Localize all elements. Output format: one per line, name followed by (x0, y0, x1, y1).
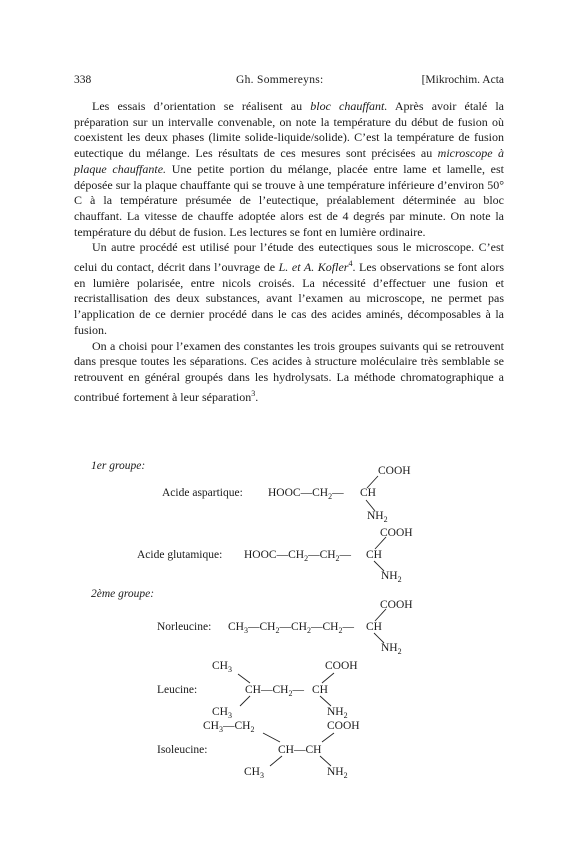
isoleucine-ethyl: $CH_3—CH_2$ (203, 720, 255, 734)
isoleucine-ethyl-ch3: CH (203, 720, 219, 732)
isoleucine-nh-text: NH (327, 766, 344, 778)
subscript: 3 (259, 771, 264, 780)
glutamic-cooh: COOH (380, 527, 413, 539)
leucine-ch3-top (212, 660, 232, 672)
isoleucine-nh2 (327, 766, 348, 778)
isoleucine-ch3-text: CH (244, 766, 260, 778)
glutamic-nh-text: NH (381, 570, 398, 582)
isoleucine-ch-ch: CH—CH (278, 744, 322, 756)
p1-emphasis-bloc: bloc chauffant. (310, 99, 388, 113)
group-1-label: 1er groupe: (91, 460, 146, 472)
glutamic-chain: $HOOC—CH_2—CH_2—$ (244, 549, 352, 563)
p1-text-a: Les essais d’orientation se réalisent au (92, 99, 311, 113)
aspartic-nh2 (367, 510, 388, 522)
norleucine-cooh: COOH (380, 599, 413, 611)
journal-name: [Mikrochim. Acta (421, 74, 504, 86)
norleucine-name: Norleucine: (157, 621, 212, 633)
isoleucine-ethyl-ch2: CH (234, 720, 251, 732)
subscript: 2 (328, 492, 333, 501)
norleucine-chain: $CH_3—CH_2—CH_2—CH_2—$ (228, 621, 354, 635)
p2-emphasis-kofler: L. et A. Kofler (278, 260, 349, 275)
subscript: 3 (227, 665, 232, 674)
p1-text-b: Après avoir étalé la préparation sur un intervalle convenable, on note la température du début de fusion où coexistent les deux phases (limite solide-liquide/solide). C’est la température de fusion eutectique du mélange. Les résultats de ces mesures sont précisées au (74, 99, 504, 161)
subscript: 2 (275, 626, 280, 635)
isoleucine-name: Isoleucine: (157, 744, 208, 756)
aspartic-acid-name: Acide aspartique: (162, 487, 243, 499)
aspartic-cooh: COOH (378, 465, 411, 477)
subscript: 3 (227, 711, 232, 720)
leucine-ch3-bottom-text: CH (212, 706, 228, 718)
p2-text-a: Un autre procédé est utilisé pour l’étude des eutectiques sous le microscope. C’est celui du contact, décrit dans l’ouvrage de (74, 240, 504, 275)
norleucine-nh2 (381, 642, 402, 654)
isoleucine-cooh: COOH (327, 720, 360, 732)
subscript: 2 (250, 725, 255, 734)
glutamic-mid-text: —CH (308, 549, 336, 561)
p3-period: . (255, 389, 259, 404)
leucine-ch3-top-text: CH (212, 660, 228, 672)
subscript: 2 (383, 515, 388, 524)
norleucine-nh-text: NH (381, 642, 398, 654)
group-2-label: 2ème groupe: (91, 588, 155, 600)
subscript: 2 (397, 575, 402, 584)
subscript: 2 (304, 554, 309, 563)
p1-text-c: Une petite portion du mélange, placée entre lame et lamelle, est déposée sur la plaque chauffante qui se trouve à une température inférieure d’environ 50° C à la température présumée de l’eutectique, préalablement déterminée au bloc chauffant. La vitesse de chauffe adoptée alors est de 4 degrés par minute. On note la température du début de fusion. Les lectures se font en lumière ordinaire. (74, 161, 504, 239)
aspartic-nh-text: NH (367, 510, 384, 522)
subscript: 2 (343, 711, 348, 720)
running-title: Gh. Sommereyns: (236, 74, 324, 86)
p3-text: On a choisi pour l’examen des constantes les trois groupes suivants qui se retrouvent dans presque toutes les séparations. Ces acides à structure moléculaire très semblable se retrouvent en général groupés dans les hydrolysats. La méthode chromatographique a contribué fortement à leur séparation (74, 338, 504, 404)
norleucine-ch: CH (366, 621, 382, 633)
glutamic-ch: CH (366, 549, 382, 561)
glutamic-nh2 (381, 570, 402, 582)
norleucine-chain-ch2b: CH (290, 621, 307, 633)
subscript: 3 (243, 626, 248, 635)
p2-footnote-ref: 4 (348, 259, 353, 269)
leucine-nh2 (327, 706, 348, 718)
leucine-ch: CH (312, 684, 328, 696)
leucine-cooh: COOH (325, 660, 358, 672)
glutamic-chain-text: HOOC—CH (244, 549, 305, 561)
aspartic-chain-text: HOOC—CH (268, 487, 329, 499)
leucine-nh-text: NH (327, 706, 344, 718)
glutamic-acid-name: Acide glutamique: (137, 549, 223, 561)
leucine-chain-text: CH—CH (245, 684, 289, 696)
p1-emphasis-microscope: microscope à plaque chauffante. (74, 146, 505, 176)
subscript: 2 (288, 689, 293, 698)
subscript: 3 (218, 725, 223, 734)
norleucine-chain-ch3: CH (228, 621, 244, 633)
isoleucine-ch3 (244, 766, 264, 778)
p3-footnote-ref: 3 (251, 388, 256, 398)
aspartic-ch: CH (360, 487, 376, 499)
leucine-name: Leucine: (157, 684, 198, 696)
subscript: 2 (335, 554, 340, 563)
leucine-ch3-bottom (212, 706, 232, 718)
subscript: 2 (338, 626, 343, 635)
leucine-chain: $CH—CH_2—$ (245, 684, 304, 698)
subscript: 2 (397, 647, 402, 656)
page-number: 338 (74, 74, 92, 86)
p2-text-b: . Les observations se font alors en lumière polarisée, entre nicols croisés. La nécessité d’effectuer une fusion et recristallisation des deux substances, avant l’examen au microscope, ne permet pas l’application de ce dernier procédé dans le cas des acides aminés, décomposables à la fusion. (74, 260, 504, 337)
subscript: 2 (343, 771, 348, 780)
aspartic-chain: $HOOC—CH_2—$ (268, 487, 344, 501)
norleucine-chain-ch2c: CH (322, 621, 339, 633)
norleucine-chain-ch2a: CH (259, 621, 276, 633)
subscript: 2 (306, 626, 311, 635)
